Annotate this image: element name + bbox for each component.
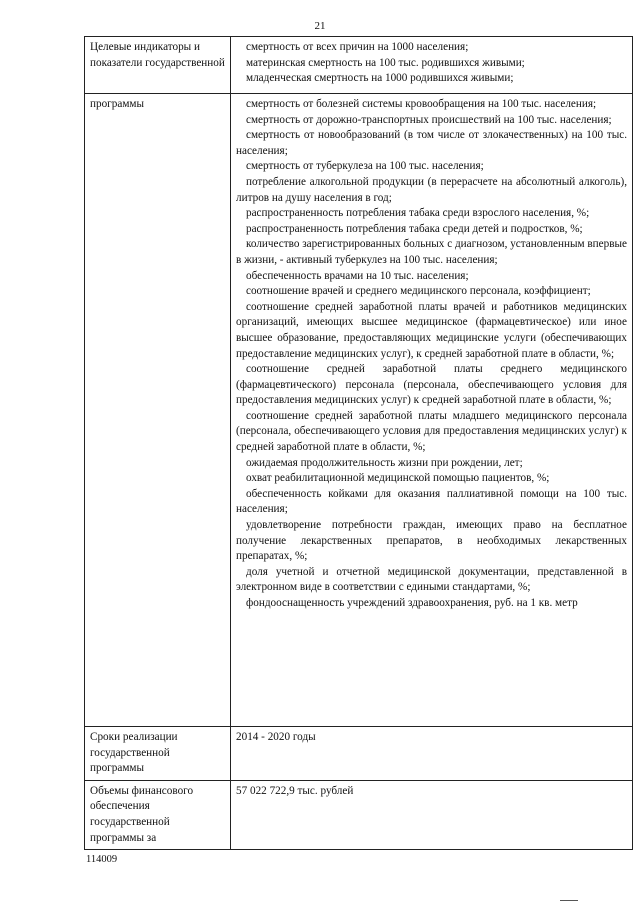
list-item: смертность от всех причин на 1000 населения; <box>246 41 469 53</box>
list-item: соотношение врачей и среднего медицинского персонала, коэффициент; <box>246 285 591 298</box>
list-item: смертность от дорожно-транспортных происшествий на 100 тыс. населения; <box>246 113 612 126</box>
finance-value-cell: 57 022 722,9 тыс. рублей <box>231 780 633 849</box>
program-passport-table <box>84 36 633 850</box>
list-item: смертность от новообразований (в том числе от злокачественных) на 100 тыс. населения; <box>236 129 627 157</box>
list-item: соотношение средней заработной платы среднего медицинского (фармацевтического) персонала (персонала, обеспечивающего условия для предоставления медицинских услуг) к средней заработной плате в области, %; <box>236 363 627 407</box>
list-item: распространенность потребления табака среди взрослого населения, %; <box>246 207 590 220</box>
table-row <box>85 37 633 94</box>
list-item: количество зарегистрированных больных с диагнозом, установленным впервые в жизни, - активный туберкулез на 100 тыс. населения; <box>236 238 627 266</box>
list-item: младенческая смертность на 1000 родившихся живыми; <box>246 72 514 85</box>
table-row <box>85 94 633 727</box>
list-item: распространенность потребления табака среди детей и подростков, %; <box>246 222 583 235</box>
list-item: обеспеченность врачами на 10 тыс. населения; <box>246 269 469 282</box>
list-item: соотношение средней заработной платы младшего медицинского персонала (персонала, обеспечивающего условия для предоставления медицинских услуг) к средней заработной плате в области, %; <box>236 409 627 454</box>
indicators-list-b <box>231 94 633 727</box>
list-item: фондооснащенность учреждений здравоохранения, руб. на 1 кв. метр <box>246 597 578 609</box>
list-item: смертность от болезней системы кровообращения на 100 тыс. населения; <box>246 98 597 110</box>
list-item: удовлетворение потребности граждан, имеющих право на бесплатное получение лекарственных препаратов, в необходимых лекарственных препаратах, %; <box>236 519 627 563</box>
list-item: ожидаемая продолжительность жизни при рождении, лет; <box>246 456 523 469</box>
term-label-cell: Сроки реализации государственной программы <box>85 727 231 781</box>
indicators-label-cell: Целевые индикаторы и показатели государственной <box>85 37 231 94</box>
indicators-list-a <box>231 37 633 94</box>
list-item: доля учетной и отчетной медицинской документации, представленной в электронном виде в соответствии с едиными стандартами, %; <box>236 565 627 594</box>
document-code: 114009 <box>86 854 118 865</box>
list-item: материнская смертность на 100 тыс. родившихся живыми; <box>246 56 525 69</box>
indicators-label-continued: программы <box>85 94 231 727</box>
finance-label-cell: Объемы финансового обеспечения государственной программы за <box>85 780 231 849</box>
scan-artifact <box>560 900 578 901</box>
list-item: охват реабилитационной медицинской помощью пациентов, %; <box>246 472 550 485</box>
list-item: потребление алкогольной продукции (в перерасчете на абсолютный алкоголь), литров на душу населения в год; <box>236 175 627 204</box>
list-item: соотношение средней заработной платы врачей и работников медицинских организаций, имеющих высшее медицинское (фармацевтическое) или иное высшее образование, предоставляющих медицинские услуги (обеспечивающих предоставление медицинских услуг), к средней заработной плате в области, %; <box>236 300 627 360</box>
list-item: смертность от туберкулеза на 100 тыс. населения; <box>246 160 484 173</box>
term-value-cell: 2014 - 2020 годы <box>231 727 633 781</box>
table-row <box>85 780 633 849</box>
table-row <box>85 727 633 781</box>
page-number: 21 <box>314 20 326 32</box>
list-item: обеспеченность койками для оказания паллиативной помощи на 100 тыс. населения; <box>236 487 627 516</box>
